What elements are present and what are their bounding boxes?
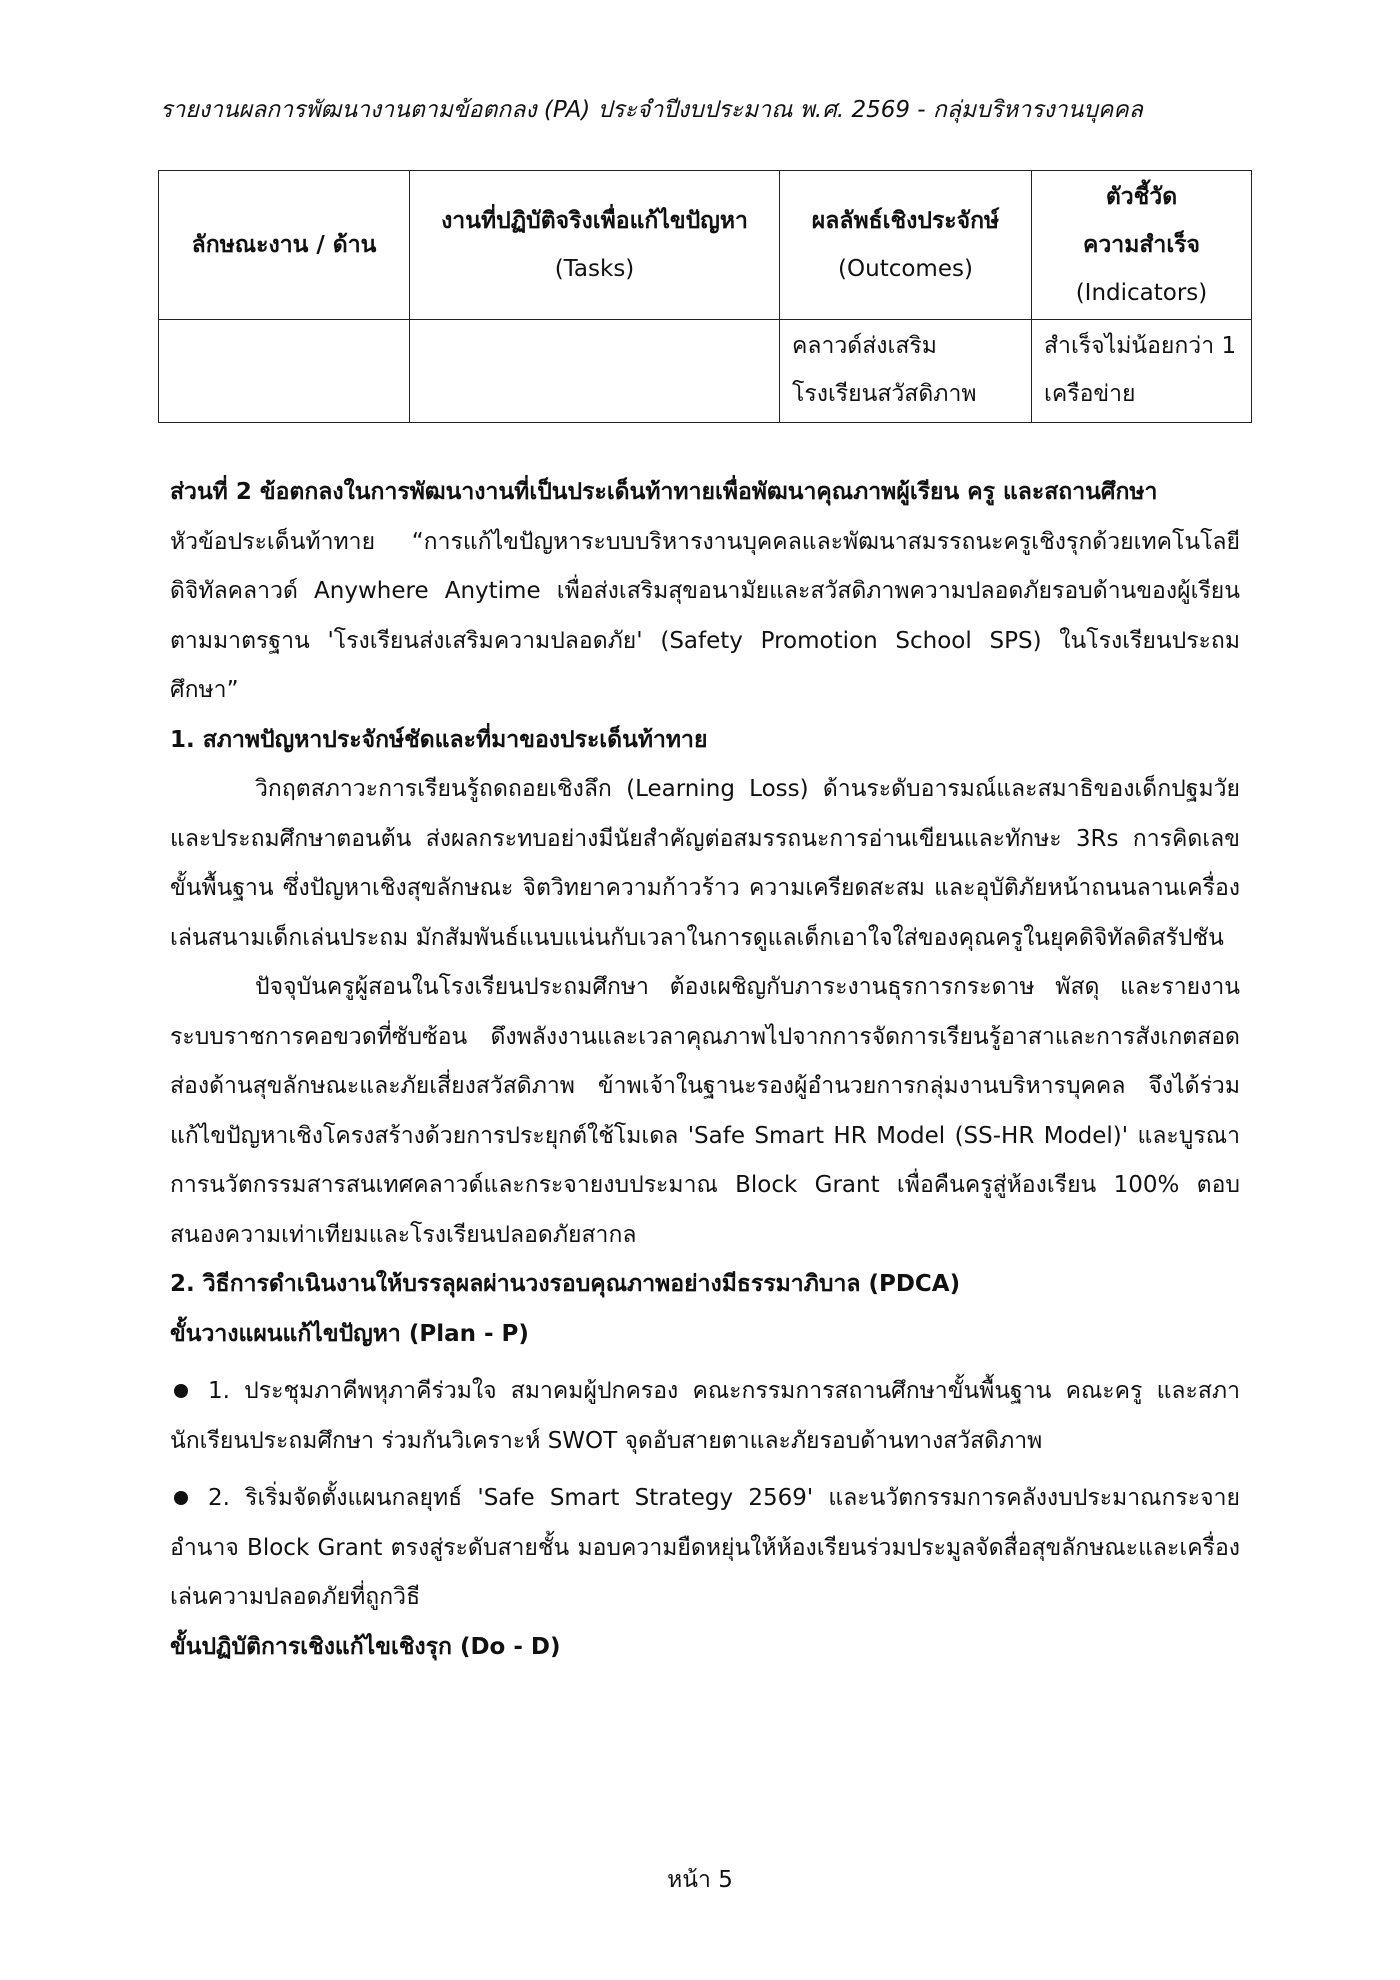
table-header-row [159, 171, 1252, 320]
plan-heading: ขั้นวางแผนแก้ไขปัญหา (Plan - P) [170, 1320, 529, 1347]
header-tasks-label: งานที่ปฏิบัติจริงเพื่อแก้ไขปัญหา [441, 208, 748, 234]
header-work-type-label: ลักษณะงาน / ด้าน [191, 232, 377, 258]
header-indicators-label2: ความสำเร็จ [1082, 232, 1201, 258]
do-heading: ขั้นปฏิบัติการเชิงแก้ไขเชิงรุก (Do - D) [170, 1633, 561, 1660]
table-cell-outcomes: คลาวด์ส่งเสริมโรงเรียนสวัสดิภาพ [780, 320, 1032, 423]
header-indicators-sub: (Indicators) [1075, 280, 1208, 306]
problem-paragraph-1: วิกฤตสภาวะการเรียนรู้ถดถอยเชิงลึก (Learning Loss) ด้านระดับอารมณ์และสมาธิของเด็กปฐมวัยและประถมศึกษาตอนต้น ส่งผลกระทบอย่างมีนัยสำคัญต่อสมรรถนะการอ่านเขียนและทักษะ 3Rs การคิดเลขขั้นพื้นฐาน ซึ่งปัญหาเชิงสุขลักษณะ จิตวิทยาความก้าวร้าว ความเครียดสะสม และอุบัติภัยหน้าถนนลานเครื่องเล่นสนามเด็กเล่นประถม มักสัมพันธ์แนบแน่นกับเวลาในการดูแลเด็กเอาใจใส่ของคุณครูในยุคดิจิทัลดิสรัปชัน [170, 776, 1240, 951]
method-heading: 2. วิธีการดำเนินงานให้บรรลุผลผ่านวงรอบคุณภาพอย่างมีธรรมาภิบาล (PDCA) [170, 1271, 961, 1297]
page-header-title: รายงานผลการพัฒนางานตามข้อตกลง (PA) ประจำปีงบประมาณ พ.ศ. 2569 - กลุ่มบริหารงานบุคคล [160, 97, 1143, 123]
plan-item-1 [170, 1367, 1240, 1466]
header-outcomes-sub: (Outcomes) [838, 256, 973, 282]
header-tasks-sub: (Tasks) [554, 256, 635, 282]
header-cell-indicators [1032, 171, 1252, 320]
table-cell-tasks [410, 320, 780, 423]
header-indicators-label: ตัวชี้วัด [1105, 184, 1178, 210]
table-cell-indicators: สำเร็จไม่น้อยกว่า 1 เครือข่าย [1032, 320, 1252, 423]
bullet-icon [174, 1384, 188, 1398]
bullet-icon [174, 1491, 188, 1505]
header-cell-work-type [159, 171, 410, 320]
section2-heading: ส่วนที่ 2 ข้อตกลงในการพัฒนางานที่เป็นประเด็นท้าทายเพื่อพัฒนาคุณภาพผู้เรียน ครู และสถานศึกษา [170, 479, 1158, 505]
section2-body [170, 468, 1240, 1672]
plan-item-1-text: 1. ประชุมภาคีพหุภาคีร่วมใจ สมาคมผู้ปกครอง คณะกรรมการสถานศึกษาขั้นพื้นฐาน คณะครู และสภานักเรียนประถมศึกษา ร่วมกันวิเคราะห์ SWOT จุดอับสายตาและภัยรอบด้านทางสวัสดิภาพ [170, 1378, 1240, 1454]
pa-table [158, 170, 1252, 423]
header-cell-tasks [410, 171, 780, 320]
plan-item-2 [170, 1474, 1240, 1623]
table-cell-work-type [159, 320, 410, 423]
page-number: หน้า 5 [667, 1867, 733, 1893]
problem-paragraph-2: ปัจจุบันครูผู้สอนในโรงเรียนประถมศึกษา ต้องเผชิญกับภาระงานธุรการกระดาษ พัสดุ และรายงานระบบราชการคอขวดที่ซับซ้อน ดึงพลังงานและเวลาคุณภาพไปจากการจัดการเรียนรู้อาสาและการสังเกตสอดส่องด้านสุขลักษณะและภัยเสี่ยงสวัสดิภาพ ข้าพเจ้าในฐานะรองผู้อำนวยการกลุ่มงานบริหารบุคคล จึงได้ร่วมแก้ไขปัญหาเชิงโครงสร้างด้วยการประยุกต์ใช้โมเดล 'Safe Smart HR Model (SS-HR Model)' และบูรณาการนวัตกรรมสารสนเทศคลาวด์และกระจายงบประมาณ Block Grant เพื่อคืนครูสู่ห้องเรียน 100% ตอบสนองความเท่าเทียมและโรงเรียนปลอดภัยสากล [170, 974, 1240, 1248]
header-cell-outcomes [780, 171, 1032, 320]
header-outcomes-label: ผลลัพธ์เชิงประจักษ์ [811, 208, 1000, 234]
challenge-topic: หัวข้อประเด็นท้าทาย “การแก้ไขปัญหาระบบบริหารงานบุคคลและพัฒนาสมรรถนะครูเชิงรุกด้วยเทคโนโลยีดิจิทัลคลาวด์ Anywhere Anytime เพื่อส่งเสริมสุขอนามัยและสวัสดิภาพความปลอดภัยรอบด้านของผู้เรียนตามมาตรฐาน 'โรงเรียนส่งเสริมความปลอดภัย' (Safety Promotion School SPS) ในโรงเรียนประถมศึกษา” [170, 528, 1240, 703]
problem-heading: 1. สภาพปัญหาประจักษ์ชัดและที่มาของประเด็นท้าทาย [170, 726, 708, 753]
plan-item-2-text: 2. ริเริ่มจัดตั้งแผนกลยุทธ์ 'Safe Smart Strategy 2569' และนวัตกรรมการคลังงบประมาณกระจายอำนาจ Block Grant ตรงสู่ระดับสายชั้น มอบความยืดหยุ่นให้ห้องเรียนร่วมประมูลจัดสื่อสุขลักษณะและเครื่องเล่นความปลอดภัยที่ถูกวิธี [170, 1485, 1240, 1610]
table-row [159, 320, 1252, 423]
